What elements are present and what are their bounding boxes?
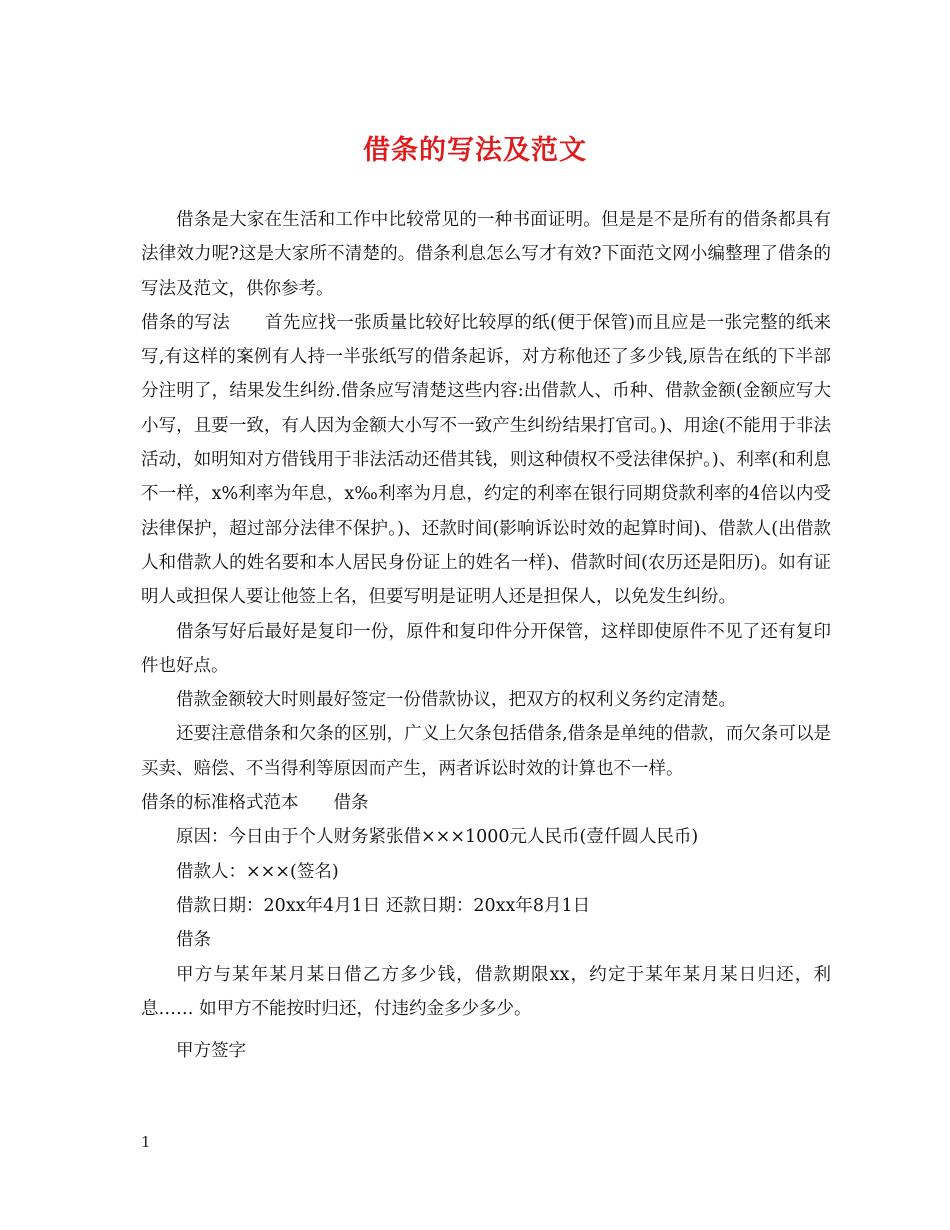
difference-paragraph: 还要注意借条和欠条的区别，广义上欠条包括借条,借条是单纯的借款，而欠条可以是买卖、赔偿、不当得利等原因而产生，两者诉讼时效的计算也不一样。 [141, 724, 831, 779]
agreement-advice-paragraph: 借款金额较大时则最好签定一份借款协议，把双方的权利义务约定清楚。 [176, 690, 736, 711]
standard-format-title: 借条 [333, 793, 369, 814]
document-title: 借条的写法及范文 [363, 135, 587, 166]
sample2-paragraph: 甲方与某年某月某日借乙方多少钱，借款期限xx，约定于某年某月某日归还，利息…… 如甲方不能按时归还，付违约金多少多少。 [141, 964, 831, 1019]
sample2-heading: 借条 [176, 930, 211, 951]
writing-method-paragraph [141, 306, 831, 615]
writing-method-label: 借条的写法 [141, 312, 231, 333]
borrower-line: 借款人：×××(签名) [176, 861, 339, 882]
standard-format-label: 借条的标准格式范本 [141, 793, 299, 814]
copy-advice-paragraph: 借条写好后最好是复印一份，原件和复印件分开保管，这样即使原件不见了还有复印件也好点。 [141, 621, 831, 676]
document-body [141, 203, 831, 1068]
page-number: 1 [141, 1133, 151, 1151]
intro-paragraph: 借条是大家在生活和工作中比较常见的一种书面证明。但是是不是所有的借条都具有法律效力呢?这是大家所不清楚的。借条利息怎么写才有效?下面范文网小编整理了借条的写法及范文，供你参考。 [141, 210, 831, 299]
signature-line: 甲方签字 [176, 1041, 246, 1062]
reason-line: 原因：今日由于个人财务紧张借×××1000元人民币(壹仟圆人民币) [176, 827, 699, 848]
standard-format-heading [141, 786, 831, 820]
writing-method-text: 首先应找一张质量比较好比较厚的纸(便于保管)而且应是一张完整的纸来写,有这样的案例有人持一半张纸写的借条起诉，对方称他还了多少钱,原告在纸的下半部分注明了，结果发生纠纷.借条应写清楚这些内容:出借款人、币种、借款金额(金额应写大小写，且要一致，有人因为金额大小写不一致产生纠纷结果打官司。)、用途(不能用于非法活动，如明知对方借钱用于非法活动还借其钱，则这种债权不受法律保护。)、利率(和利息不一样，x%利率为年息，x‰利率为月息，约定的利率在银行同期贷款利率的4倍以内受法律保护，超过部分法律不保护。)、还款时间(影响诉讼时效的起算时间)、借款人(出借款人和借款人的姓名要和本人居民身份证上的姓名一样)、借款时间(农历还是阳历)。如有证明人或担保人要让他签上名，但要写明是证明人还是担保人，以免发生纠纷。 [141, 312, 832, 608]
dates-line: 借款日期：20xx年4月1日 还款日期：20xx年8月1日 [176, 895, 591, 916]
